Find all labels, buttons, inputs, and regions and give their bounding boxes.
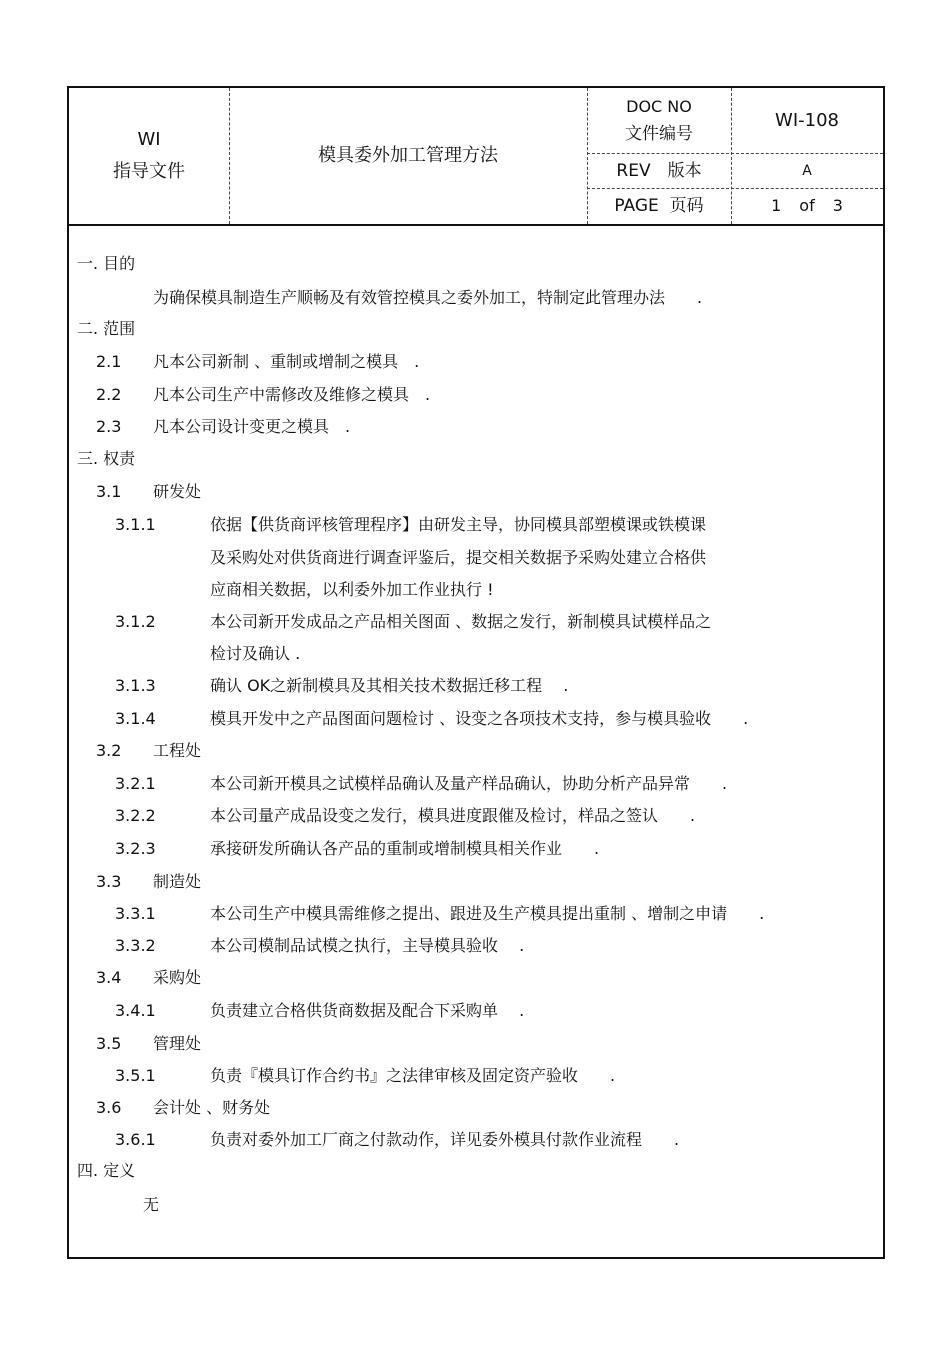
sub-item-text: 负责建立合格供货商数据及配合下采购单 . — [210, 1001, 525, 1020]
sub-item-number: 3.1.1 — [115, 515, 156, 534]
item-text: 凡本公司新制 、重制或增制之模具 . — [153, 352, 420, 371]
item-text: 管理处 — [153, 1034, 202, 1053]
sub-item-number: 3.4.1 — [115, 1001, 156, 1020]
item-text: 研发处 — [153, 482, 202, 501]
title-cell — [229, 88, 587, 224]
item-text: 工程处 — [153, 741, 202, 760]
sub-item-text: 检讨及确认 . — [210, 644, 301, 663]
sub-item-number: 3.2.3 — [115, 839, 156, 858]
item-number: 3.3 — [96, 872, 122, 891]
item-text: 会计处 、财务处 — [153, 1098, 271, 1117]
doc-no-label-en: DOC NO — [626, 96, 692, 116]
item-number: 2.2 — [96, 385, 122, 404]
sub-item-text: 本公司量产成品设变之发行，模具进度跟催及检讨，样品之签认 . — [210, 806, 696, 825]
item-text: 凡本公司生产中需修改及维修之模具 . — [153, 385, 431, 404]
sub-item-number: 3.6.1 — [115, 1130, 156, 1149]
item-number: 3.6 — [96, 1098, 122, 1117]
definition-text: 无 — [143, 1195, 160, 1214]
sub-item-text: 及采购处对供货商进行调查评鉴后，提交相关数据予采购处建立合格供 — [210, 548, 707, 567]
sub-item-number: 3.5.1 — [115, 1066, 156, 1085]
sub-item-text: 负责『模具订作合约书』之法律审核及固定资产验收 . — [210, 1066, 616, 1085]
sub-item-number: 3.2.1 — [115, 774, 156, 793]
section-heading-definition: 四. 定义 — [77, 1161, 136, 1180]
item-text: 凡本公司设计变更之模具 . — [153, 417, 351, 436]
page-label: PAGE 页码 — [614, 196, 704, 216]
item-number: 3.1 — [96, 482, 122, 501]
sub-item-text: 本公司模制品试模之执行，主导模具验收 . — [210, 936, 525, 955]
item-number: 3.5 — [96, 1034, 122, 1053]
page-total: 3 — [832, 196, 843, 215]
item-number: 2.3 — [96, 417, 122, 436]
sub-item-number: 3.3.2 — [115, 936, 156, 955]
rev-label: REV 版本 — [616, 160, 702, 181]
sub-item-number: 3.3.1 — [115, 904, 156, 923]
wi-label: WI — [137, 129, 161, 150]
guide-document-label: 指导文件 — [113, 161, 185, 182]
item-text: 采购处 — [153, 968, 202, 987]
document-header — [69, 88, 883, 226]
sub-item-text: 模具开发中之产品图面问题检讨 、设变之各项技术支持，参与模具验收 . — [210, 709, 749, 728]
sub-item-text: 本公司生产中模具需维修之提出、跟进及生产模具提出重制 、增制之申请 . — [210, 904, 765, 923]
section-heading-purpose: 一. 目的 — [77, 254, 136, 273]
rev-value-cell — [731, 153, 883, 188]
doc-no-value-cell — [731, 88, 883, 153]
document-frame — [67, 86, 885, 1259]
sub-item-text: 本公司新开模具之试模样品确认及量产样品确认，协助分析产品异常 . — [210, 774, 728, 793]
sub-item-number: 3.1.2 — [115, 612, 156, 631]
page-of: of — [799, 196, 815, 215]
section-heading-scope: 二. 范围 — [77, 319, 136, 338]
sub-item-text: 依据【供货商评核管理程序】由研发主导，协同模具部塑模课或铁模课 — [210, 515, 707, 534]
sub-item-text: 承接研发所确认各产品的重制或增制模具相关作业 . — [210, 839, 600, 858]
doc-no-value: WI-108 — [775, 109, 839, 131]
sub-item-text: 应商相关数据，以利委外加工作业执行 ! — [210, 580, 494, 599]
item-text: 制造处 — [153, 872, 202, 891]
document-title: 模具委外加工管理方法 — [318, 145, 498, 166]
sub-item-text: 负责对委外加工厂商之付款动作，详见委外模具付款作业流程 . — [210, 1130, 680, 1149]
item-number: 3.2 — [96, 741, 122, 760]
purpose-text: 为确保模具制造生产顺畅及有效管控模具之委外加工，特制定此管理办法 . — [153, 288, 703, 307]
sub-item-text: 本公司新开发成品之产品相关图面 、数据之发行，新制模具试模样品之 — [210, 612, 712, 631]
doc-no-label-cell — [587, 88, 731, 153]
section-heading-responsibility: 三. 权责 — [77, 449, 136, 468]
rev-label-cell — [587, 153, 731, 188]
doc-no-label-cn: 文件编号 — [625, 123, 693, 144]
page-value-cell — [731, 188, 883, 224]
item-number: 2.1 — [96, 352, 122, 371]
sub-item-number: 3.1.3 — [115, 676, 156, 695]
sub-item-number: 3.2.2 — [115, 806, 156, 825]
item-number: 3.4 — [96, 968, 122, 987]
page-current: 1 — [771, 196, 782, 215]
rev-value: A — [802, 162, 812, 179]
wi-label-cell — [69, 88, 229, 224]
sub-item-text: 确认 OK之新制模具及其相关技术数据迁移工程 . — [210, 676, 569, 695]
page-label-cell — [587, 188, 731, 224]
sub-item-number: 3.1.4 — [115, 709, 156, 728]
